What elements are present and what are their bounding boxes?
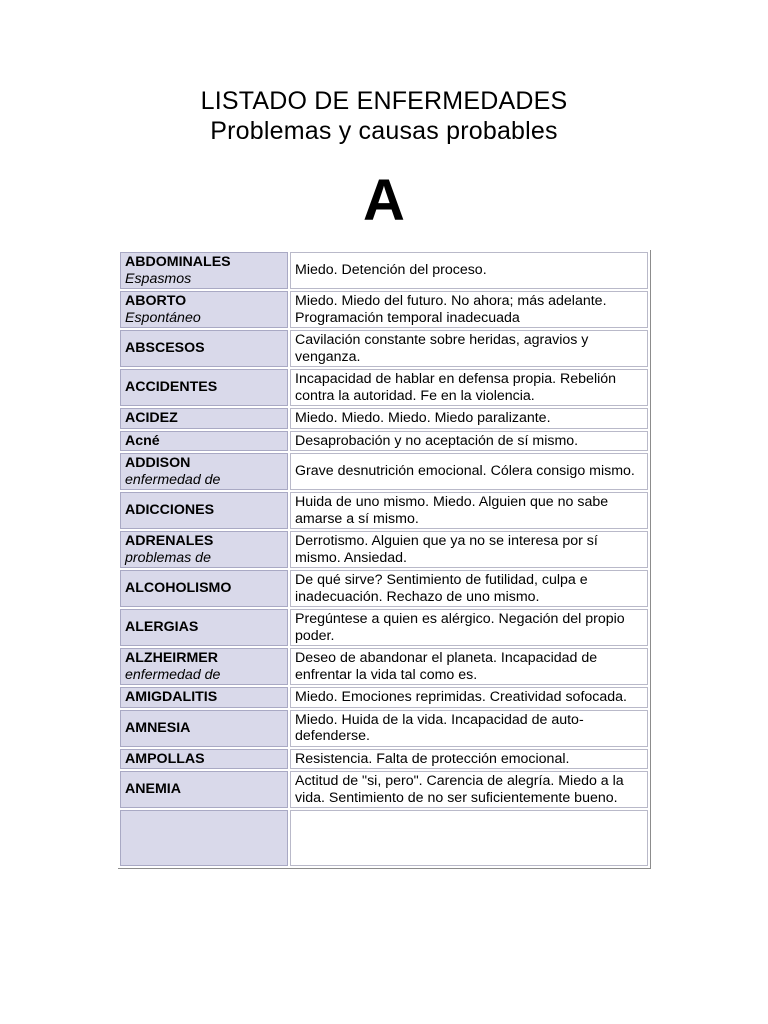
table-row [120,369,648,406]
disease-table-frame [118,250,651,869]
term-cell [120,570,288,607]
term-qualifier: enfermedad de [125,471,221,488]
term-name: ACIDEZ [125,410,178,426]
term-cell [120,710,288,747]
page-title: LISTADO DE ENFERMEDADES [200,87,568,115]
term-name: ALERGIAS [125,619,199,636]
table-row [120,749,648,770]
disease-table [118,250,650,868]
table-row [120,609,648,646]
term-name: ANEMIA [125,781,181,798]
description-cell: Miedo. Emociones reprimidas. Creatividad sofocada. [290,687,648,708]
term-qualifier: problemas de [125,549,211,566]
term-cell [120,609,288,646]
term-qualifier: Espasmos [125,270,192,287]
table-row [120,531,648,568]
section-letter: A [363,168,405,233]
description-cell: Incapacidad de hablar en defensa propia. Rebelión contra la autoridad. Fe en la violencia. [290,369,648,406]
term-cell [120,291,288,328]
description-cell: Miedo. Miedo del futuro. No ahora; más adelante. Programación temporal inadecuada [290,291,648,328]
empty-table-row [120,810,648,866]
term-name: ABDOMINALES [125,254,231,270]
term-name: ADDISON [125,455,191,471]
term-cell [120,431,288,452]
description-cell: Resistencia. Falta de protección emocional. [290,749,648,770]
term-cell [120,492,288,529]
term-cell [120,252,288,289]
description-cell: Deseo de abandonar el planeta. Incapacidad de enfrentar la vida tal como es. [290,648,648,685]
term-cell [120,369,288,406]
term-cell [120,531,288,568]
description-cell: Cavilación constante sobre heridas, agravios y venganza. [290,330,648,367]
disease-table-body [120,252,648,866]
table-row [120,771,648,808]
term-name: ABORTO [125,293,187,309]
term-name: ACCIDENTES [125,379,218,396]
table-row [120,408,648,429]
page-subtitle: Problemas y causas probables [210,117,558,145]
empty-description-cell [290,810,648,866]
term-name: Acné [125,432,160,449]
term-name: ADICCIONES [125,502,215,519]
empty-term-cell [120,810,288,866]
term-name: ALZHEIRMER [125,650,219,666]
page-header [0,86,768,146]
table-row [120,570,648,607]
term-qualifier: Espontáneo [125,309,201,326]
term-cell [120,330,288,367]
description-cell: Huida de uno mismo. Miedo. Alguien que no sabe amarse a sí mismo. [290,492,648,529]
term-cell [120,408,288,429]
table-row [120,648,648,685]
table-row [120,687,648,708]
description-cell: Grave desnutrición emocional. Cólera consigo mismo. [290,453,648,490]
description-cell: Miedo. Miedo. Miedo. Miedo paralizante. [290,408,648,429]
term-cell [120,749,288,770]
term-name: AMIGDALITIS [125,689,218,705]
description-cell: Pregúntese a quien es alérgico. Negación del propio poder. [290,609,648,646]
table-row [120,710,648,747]
table-row [120,330,648,367]
table-row [120,252,648,289]
term-name: AMNESIA [125,719,191,736]
term-cell [120,771,288,808]
term-name: AMPOLLAS [125,750,205,767]
term-cell [120,687,288,708]
description-cell: Derrotismo. Alguien que ya no se interesa por sí mismo. Ansiedad. [290,531,648,568]
description-cell: Desaprobación y no aceptación de sí mismo. [290,431,648,452]
description-cell: De qué sirve? Sentimiento de futilidad, culpa e inadecuación. Rechazo de uno mismo. [290,570,648,607]
term-name: ALCOHOLISMO [125,580,232,597]
description-cell: Miedo. Detención del proceso. [290,252,648,289]
term-qualifier: enfermedad de [125,666,221,683]
table-row [120,453,648,490]
description-cell: Actitud de "si, pero". Carencia de alegría. Miedo a la vida. Sentimiento de no ser suficientemente bueno. [290,771,648,808]
term-name: ABSCESOS [125,340,205,357]
term-cell [120,453,288,490]
table-row [120,291,648,328]
term-name: ADRENALES [125,533,214,549]
table-row [120,492,648,529]
description-cell: Miedo. Huida de la vida. Incapacidad de auto-defenderse. [290,710,648,747]
table-row [120,431,648,452]
term-cell [120,648,288,685]
